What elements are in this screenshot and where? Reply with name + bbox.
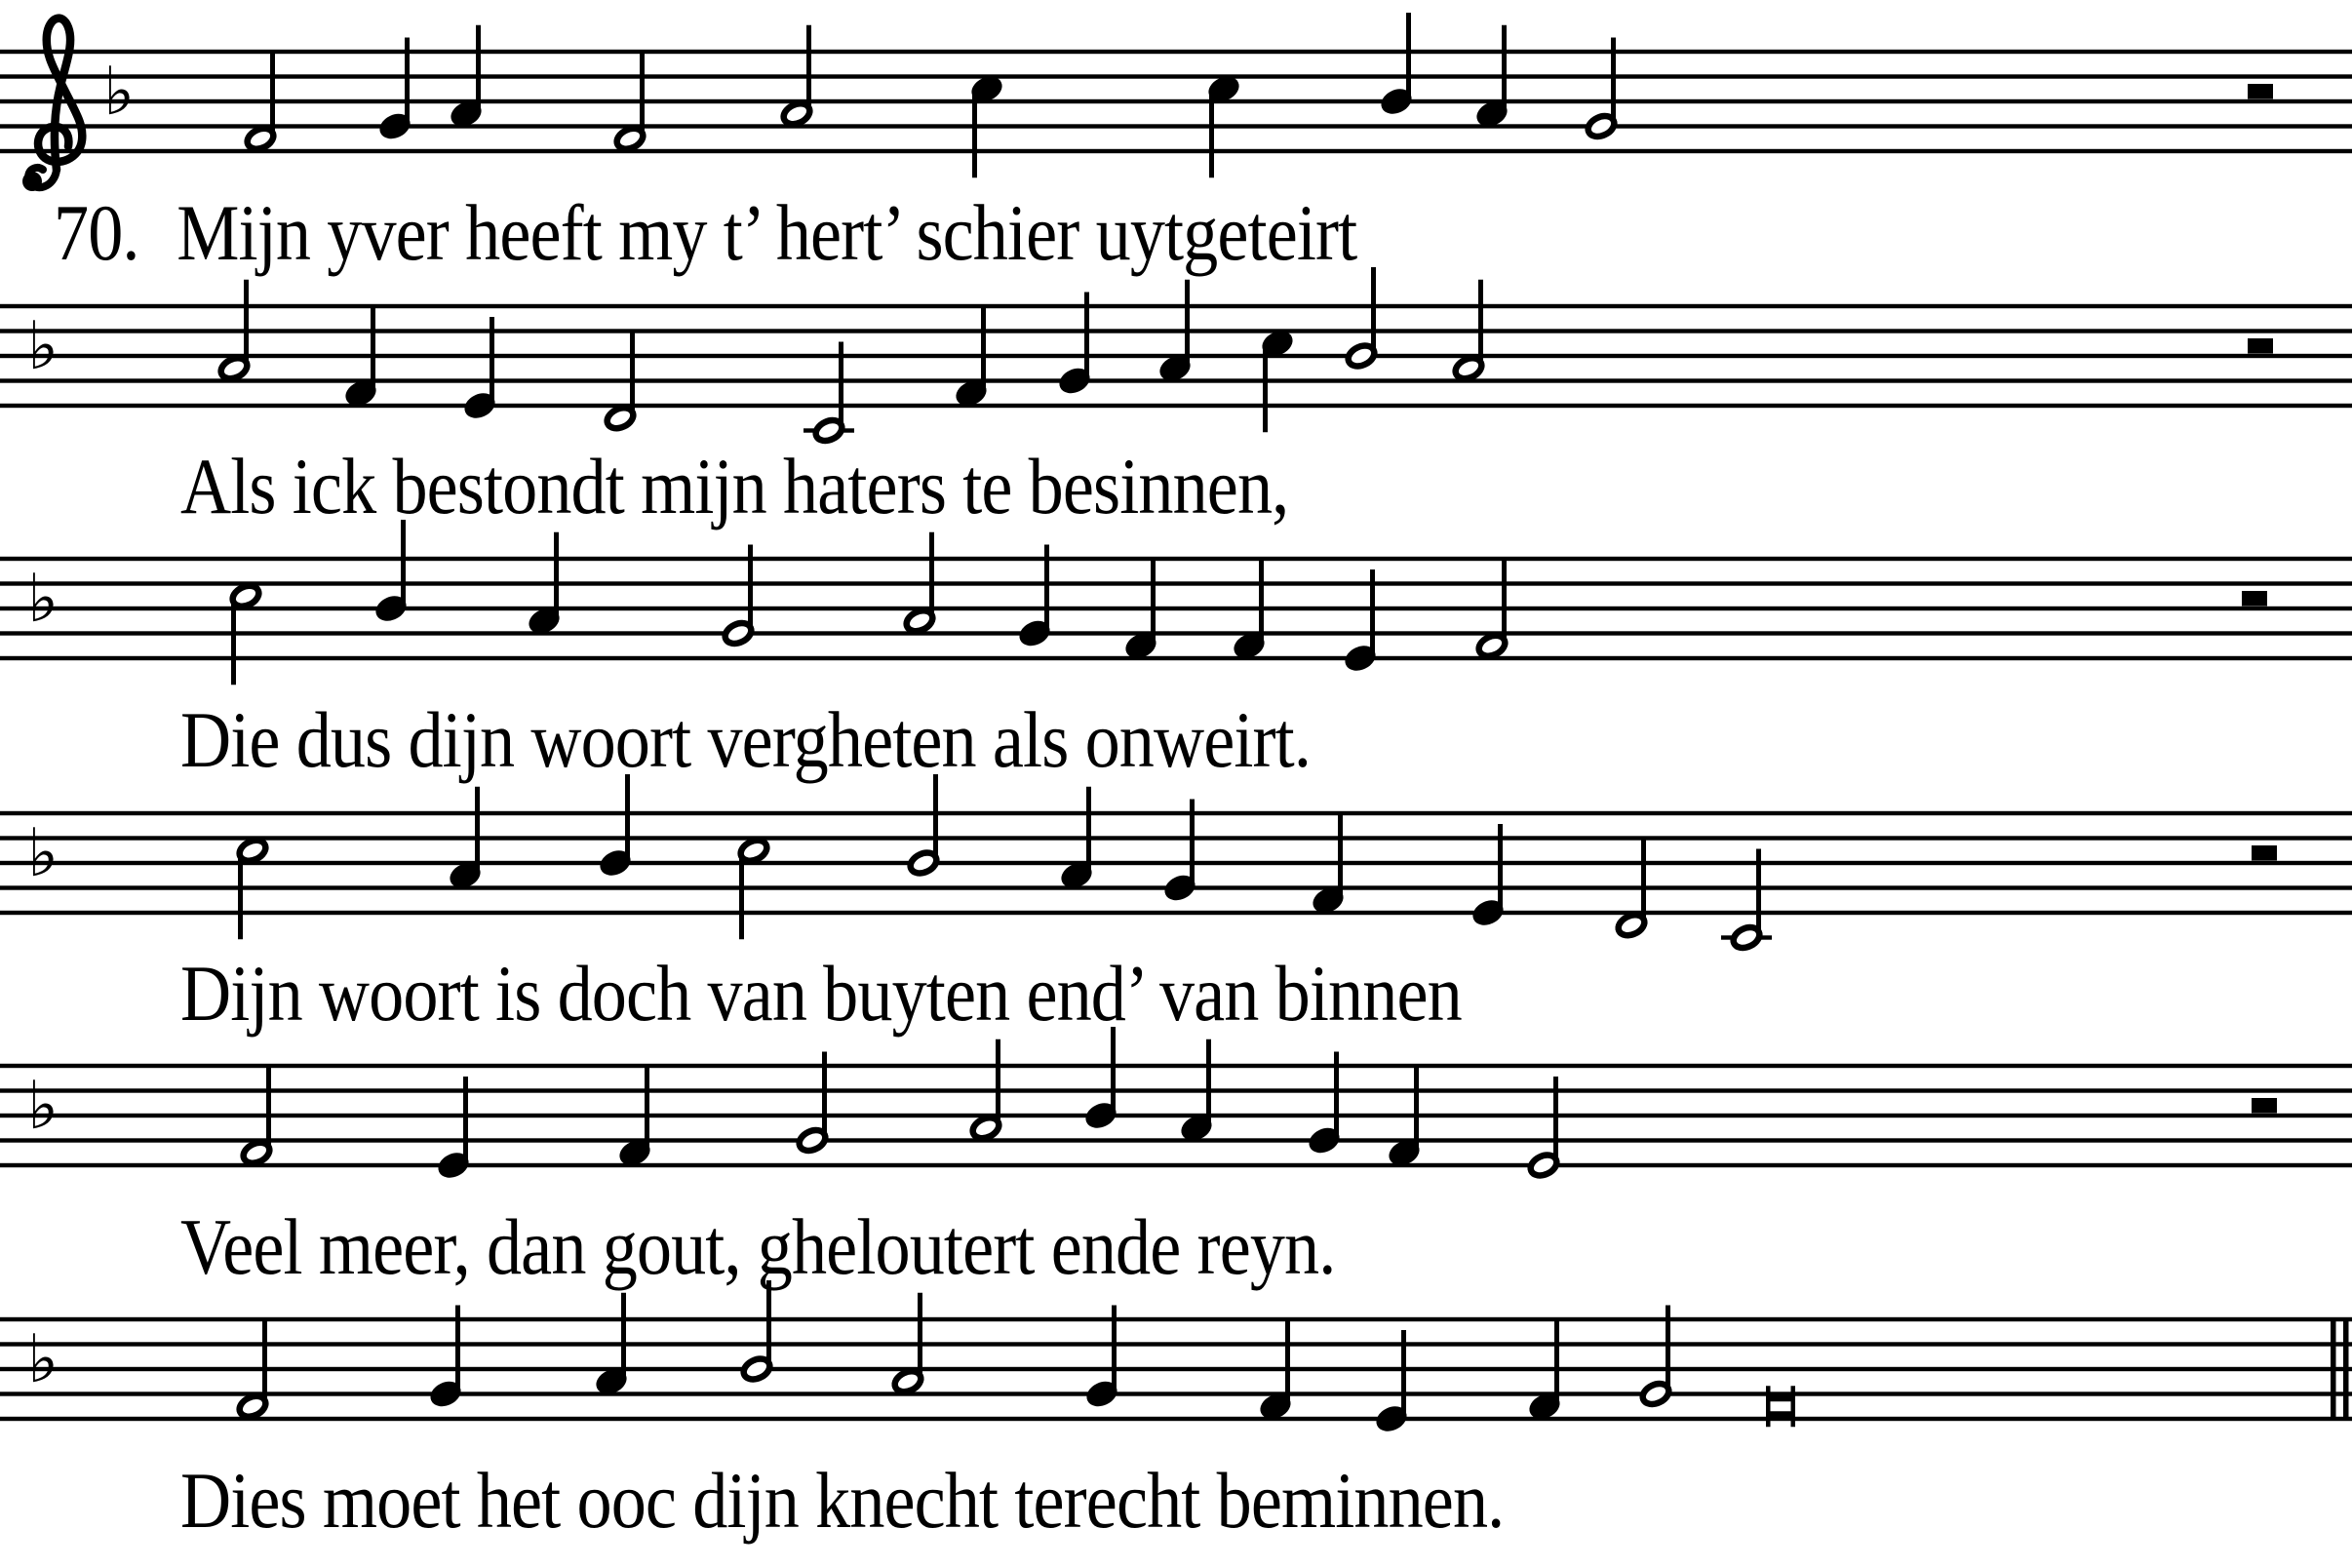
staff-system-4: [0, 774, 2352, 952]
half-notehead: [217, 354, 250, 382]
rest-icon: [2242, 591, 2267, 607]
staff-system-3: [0, 520, 2352, 685]
note-stem: [1406, 13, 1411, 98]
note-stem: [1206, 1039, 1211, 1125]
note-stem: [455, 1306, 460, 1392]
half-notehead: [780, 99, 812, 128]
final-barline: [2331, 1317, 2336, 1421]
staff-line: [0, 74, 2352, 78]
note-stem: [933, 774, 938, 860]
verse-number: 70.: [54, 188, 139, 277]
flat-sign-icon: ♭: [27, 561, 59, 638]
note-stem: [463, 1077, 468, 1162]
note-stem: [806, 25, 811, 111]
note-stem: [1414, 1064, 1419, 1150]
half-notehead: [1452, 354, 1484, 382]
note-stem: [1401, 1330, 1406, 1416]
staff-line: [0, 656, 2352, 660]
flat-sign-icon: ♭: [27, 1321, 59, 1398]
note-stem: [1611, 38, 1616, 124]
note-stem: [270, 50, 275, 136]
half-notehead: [740, 1354, 772, 1383]
note-stem: [1263, 346, 1268, 432]
half-notehead: [1475, 632, 1508, 660]
half-notehead: [613, 125, 646, 153]
note-stem: [490, 317, 494, 403]
note-stem: [981, 304, 986, 390]
note-stem: [1185, 280, 1190, 366]
staff-line: [0, 631, 2352, 635]
staff-line: [0, 607, 2352, 610]
half-notehead: [236, 837, 268, 865]
staff-line: [0, 50, 2352, 54]
note-stem: [405, 38, 410, 124]
half-notehead: [244, 125, 276, 153]
breve-side: [1791, 1386, 1796, 1427]
half-notehead: [891, 1367, 923, 1395]
rest-icon: [2252, 845, 2277, 861]
lyric-line-5: [180, 1201, 1335, 1293]
staff-line: [0, 1342, 2352, 1346]
breve-side: [1766, 1386, 1771, 1427]
half-notehead: [722, 619, 754, 647]
note-stem: [996, 1039, 1000, 1125]
lyric-line-1: [54, 187, 1356, 279]
staff-line: [0, 304, 2352, 308]
note-stem: [822, 1052, 827, 1138]
note-stem: [475, 787, 480, 873]
note-stem: [1498, 824, 1503, 910]
half-notehead: [796, 1126, 828, 1155]
half-notehead: [604, 404, 636, 432]
half-notehead: [1345, 341, 1377, 370]
staff-line: [0, 1064, 2352, 1068]
half-notehead: [737, 837, 769, 865]
final-barline: [2343, 1317, 2349, 1421]
note-stem: [1370, 569, 1375, 655]
flat-sign-icon: ♭: [27, 815, 59, 892]
staff-line: [0, 836, 2352, 840]
note-stem: [630, 330, 635, 415]
lyric-text-4: Dijn woort is doch van buyten end’ van binnen: [180, 949, 1462, 1038]
note-bb4-half: [1345, 267, 1377, 371]
staff-system-1: [0, 13, 2352, 191]
staff-line: [0, 124, 2352, 128]
half-notehead: [240, 1139, 272, 1167]
note-bb4-half: [740, 1280, 772, 1384]
note-stem: [748, 545, 753, 631]
note-stem: [929, 532, 934, 618]
rest-icon: [2252, 1098, 2277, 1114]
note-stem: [1502, 25, 1507, 111]
note-bb4-half: [907, 774, 939, 878]
staff-line: [0, 329, 2352, 333]
note-stem: [1478, 280, 1483, 366]
note-stem: [371, 304, 375, 390]
half-notehead: [903, 607, 935, 635]
half-notehead: [229, 582, 261, 610]
half-notehead: [969, 1114, 1001, 1142]
staff-line: [0, 581, 2352, 585]
note-stem: [1756, 849, 1761, 935]
note-stem: [1086, 787, 1091, 873]
note-stem: [266, 1064, 271, 1150]
note-stem: [1338, 811, 1343, 897]
staff-line: [0, 1417, 2352, 1421]
note-stem: [476, 25, 481, 111]
note-stem: [1044, 545, 1049, 631]
note-stem: [625, 774, 630, 860]
note-bb4-quarter: [1083, 1027, 1118, 1131]
staff-system-2: [0, 267, 2352, 445]
lyric-line-4: [180, 948, 1462, 1039]
lyric-text-1: Mijn yver heeft my t’ hert’ schier uytgeteirt: [176, 188, 1357, 277]
staff-line: [0, 1138, 2352, 1142]
note-stem: [1371, 267, 1376, 353]
note-stem: [1553, 1077, 1558, 1162]
staff-line: [0, 1114, 2352, 1117]
flat-sign-icon: ♭: [103, 54, 136, 131]
note-stem: [839, 342, 843, 428]
note-stem: [1285, 1317, 1290, 1403]
treble-clef-icon: [22, 19, 82, 191]
note-bb4-quarter: [598, 774, 633, 879]
lyric-text-2: Als ick bestondt mijn haters te besinnen,: [180, 442, 1289, 530]
note-stem: [1502, 557, 1507, 643]
note-stem: [972, 92, 977, 177]
note-stem: [1112, 1306, 1117, 1392]
half-notehead: [1527, 1151, 1559, 1179]
breve-top-bar: [1766, 1394, 1795, 1401]
flat-sign-icon: ♭: [27, 1068, 59, 1145]
staff-line: [0, 149, 2352, 153]
staff-line: [0, 1088, 2352, 1092]
note-stem: [554, 532, 559, 618]
note-stem: [1259, 557, 1264, 643]
note-stem: [1209, 92, 1214, 177]
half-notehead: [1639, 1380, 1671, 1408]
note-stem: [1190, 800, 1195, 885]
half-notehead: [1615, 911, 1647, 939]
note-stem: [231, 599, 236, 685]
half-notehead: [1730, 923, 1762, 952]
note-stem: [918, 1293, 922, 1379]
lyric-text-3: Die dus dijn woort vergheten als onweirt.: [180, 695, 1312, 784]
note-stem: [1084, 293, 1089, 378]
clef-curve: [38, 19, 82, 170]
note-stem: [238, 853, 243, 939]
staff-line: [0, 861, 2352, 865]
staff-line: [0, 99, 2352, 103]
note-bb4-quarter: [373, 520, 409, 624]
note-stem: [640, 50, 645, 136]
note-stem: [1554, 1317, 1559, 1403]
note-stem: [1641, 837, 1646, 922]
note-stem: [1151, 557, 1156, 643]
lyric-line-6: [180, 1455, 1504, 1547]
note-stem: [645, 1064, 649, 1150]
half-notehead: [236, 1392, 268, 1421]
staff-line: [0, 1367, 2352, 1371]
note-stem: [262, 1317, 267, 1403]
breve-bottom-bar: [1766, 1411, 1795, 1418]
staff-system-6: [0, 1280, 2352, 1434]
rest-icon: [2248, 84, 2273, 99]
lyric-text-5: Veel meer, dan gout, gheloutert ende reyn.: [180, 1202, 1336, 1291]
lyric-line-3: [180, 694, 1311, 786]
note-stem: [621, 1293, 626, 1379]
note-bb4-quarter: [1379, 13, 1414, 117]
note-stem: [739, 853, 744, 939]
lyric-line-2: [180, 441, 1288, 532]
staff-line: [0, 911, 2352, 915]
staff-system-5: [0, 1027, 2352, 1181]
note-stem: [244, 280, 249, 366]
note-stem: [1666, 1306, 1670, 1392]
rest-icon: [2248, 338, 2273, 354]
flat-sign-icon: ♭: [27, 308, 59, 385]
lyric-text-6: Dies moet het ooc dijn knecht terecht beminnen.: [180, 1456, 1505, 1545]
staff-line: [0, 1163, 2352, 1167]
half-notehead: [1585, 112, 1617, 140]
staff-line: [0, 811, 2352, 815]
clef-tail-dot: [22, 172, 42, 191]
staff-line: [0, 1317, 2352, 1321]
note-stem: [1334, 1052, 1339, 1138]
staff-line: [0, 557, 2352, 561]
half-notehead: [907, 848, 939, 877]
staff-line: [0, 1392, 2352, 1395]
